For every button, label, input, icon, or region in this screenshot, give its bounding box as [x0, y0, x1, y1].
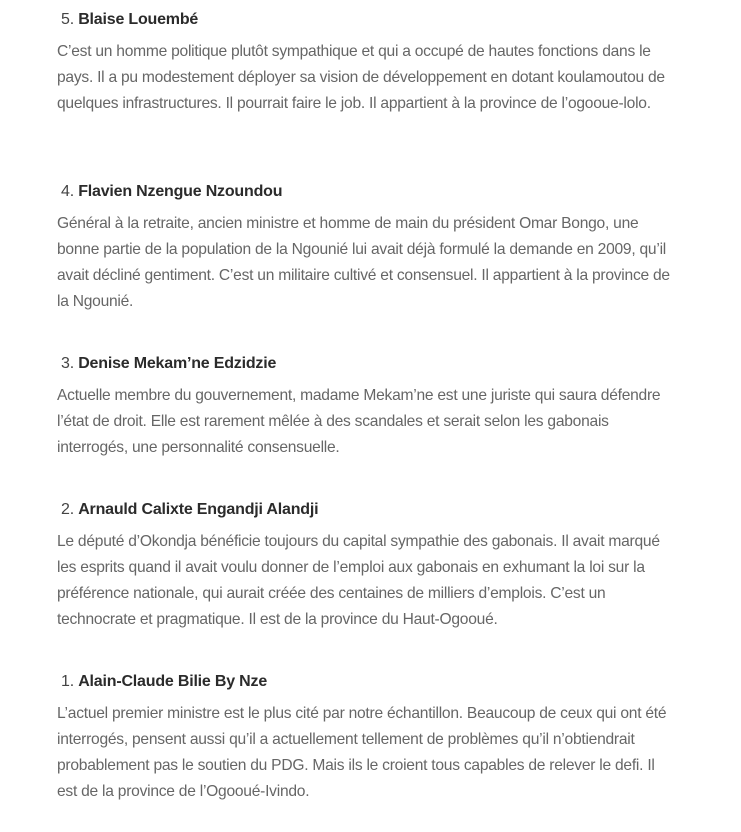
entry-heading [57, 182, 677, 202]
entry-number: 4. [61, 183, 74, 200]
entry-number: 2. [61, 501, 74, 518]
entry-name: Flavien Nzengue Nzoundou [78, 183, 283, 200]
entry-number: 3. [61, 355, 74, 372]
entry-number: 5. [61, 11, 74, 28]
entry-description: C’est un homme politique plutôt sympathique et qui a occupé de hautes fonctions dans le pays. Il a pu modestement déployer sa vision de développement en dotant koulamoutou de quelques infrastructures. Il pourrait faire le job. Il appartient à la province de l’ogooue-lolo. [57, 43, 665, 112]
entry-heading [57, 10, 677, 30]
entry-description: L’actuel premier ministre est le plus cité par notre échantillon. Beaucoup de ceux qui ont été interrogés, pensent aussi qu’il a actuellement tellement de problèmes qu’il n’obtiendrait probablement pas le soutien du PDG. Mais ils le croient tous capables de relever le defi. Il est de la province de l’Ogooué-Ivindo. [57, 705, 667, 800]
entry-heading [57, 354, 677, 374]
ranking-entry [57, 354, 677, 461]
entry-name: Denise Mekam’ne Edzidzie [78, 355, 277, 372]
entry-description: Le député d’Okondja bénéficie toujours du capital sympathie des gabonais. Il avait marqué les esprits quand il avait voulu donner de l’emploi aux gabonais en exhumant la loi sur la préférence nationale, qui aurait créée des centaines de milliers d’emplois. C’est un technocrate et pragmatique. Il est de la province du Haut-Ogooué. [57, 533, 660, 628]
ranking-entry [57, 10, 677, 117]
ranking-entry [57, 672, 677, 805]
entry-name: Arnauld Calixte Engandji Alandji [78, 501, 319, 518]
entry-description: Actuelle membre du gouvernement, madame Mekam’ne est une juriste qui saura défendre l’état de droit. Elle est rarement mêlée à des scandales et serait selon les gabonais interrogés, une personnalité consensuelle. [57, 387, 661, 456]
entry-name: Blaise Louembé [78, 11, 199, 28]
ranking-entry [57, 500, 677, 633]
entry-description: Général à la retraite, ancien ministre et homme de main du président Omar Bongo, une bonne partie de la population de la Ngounié lui avait déjà formulé la demande en 2009, qu’il avait décliné gentiment. C’est un militaire cultivé et consensuel. Il appartient à la province de la Ngounié. [57, 215, 670, 310]
entry-heading [57, 500, 677, 520]
ranking-entry [57, 182, 677, 315]
entry-name: Alain-Claude Bilie By Nze [78, 673, 268, 690]
entry-number: 1. [61, 673, 74, 690]
entry-heading [57, 672, 677, 692]
